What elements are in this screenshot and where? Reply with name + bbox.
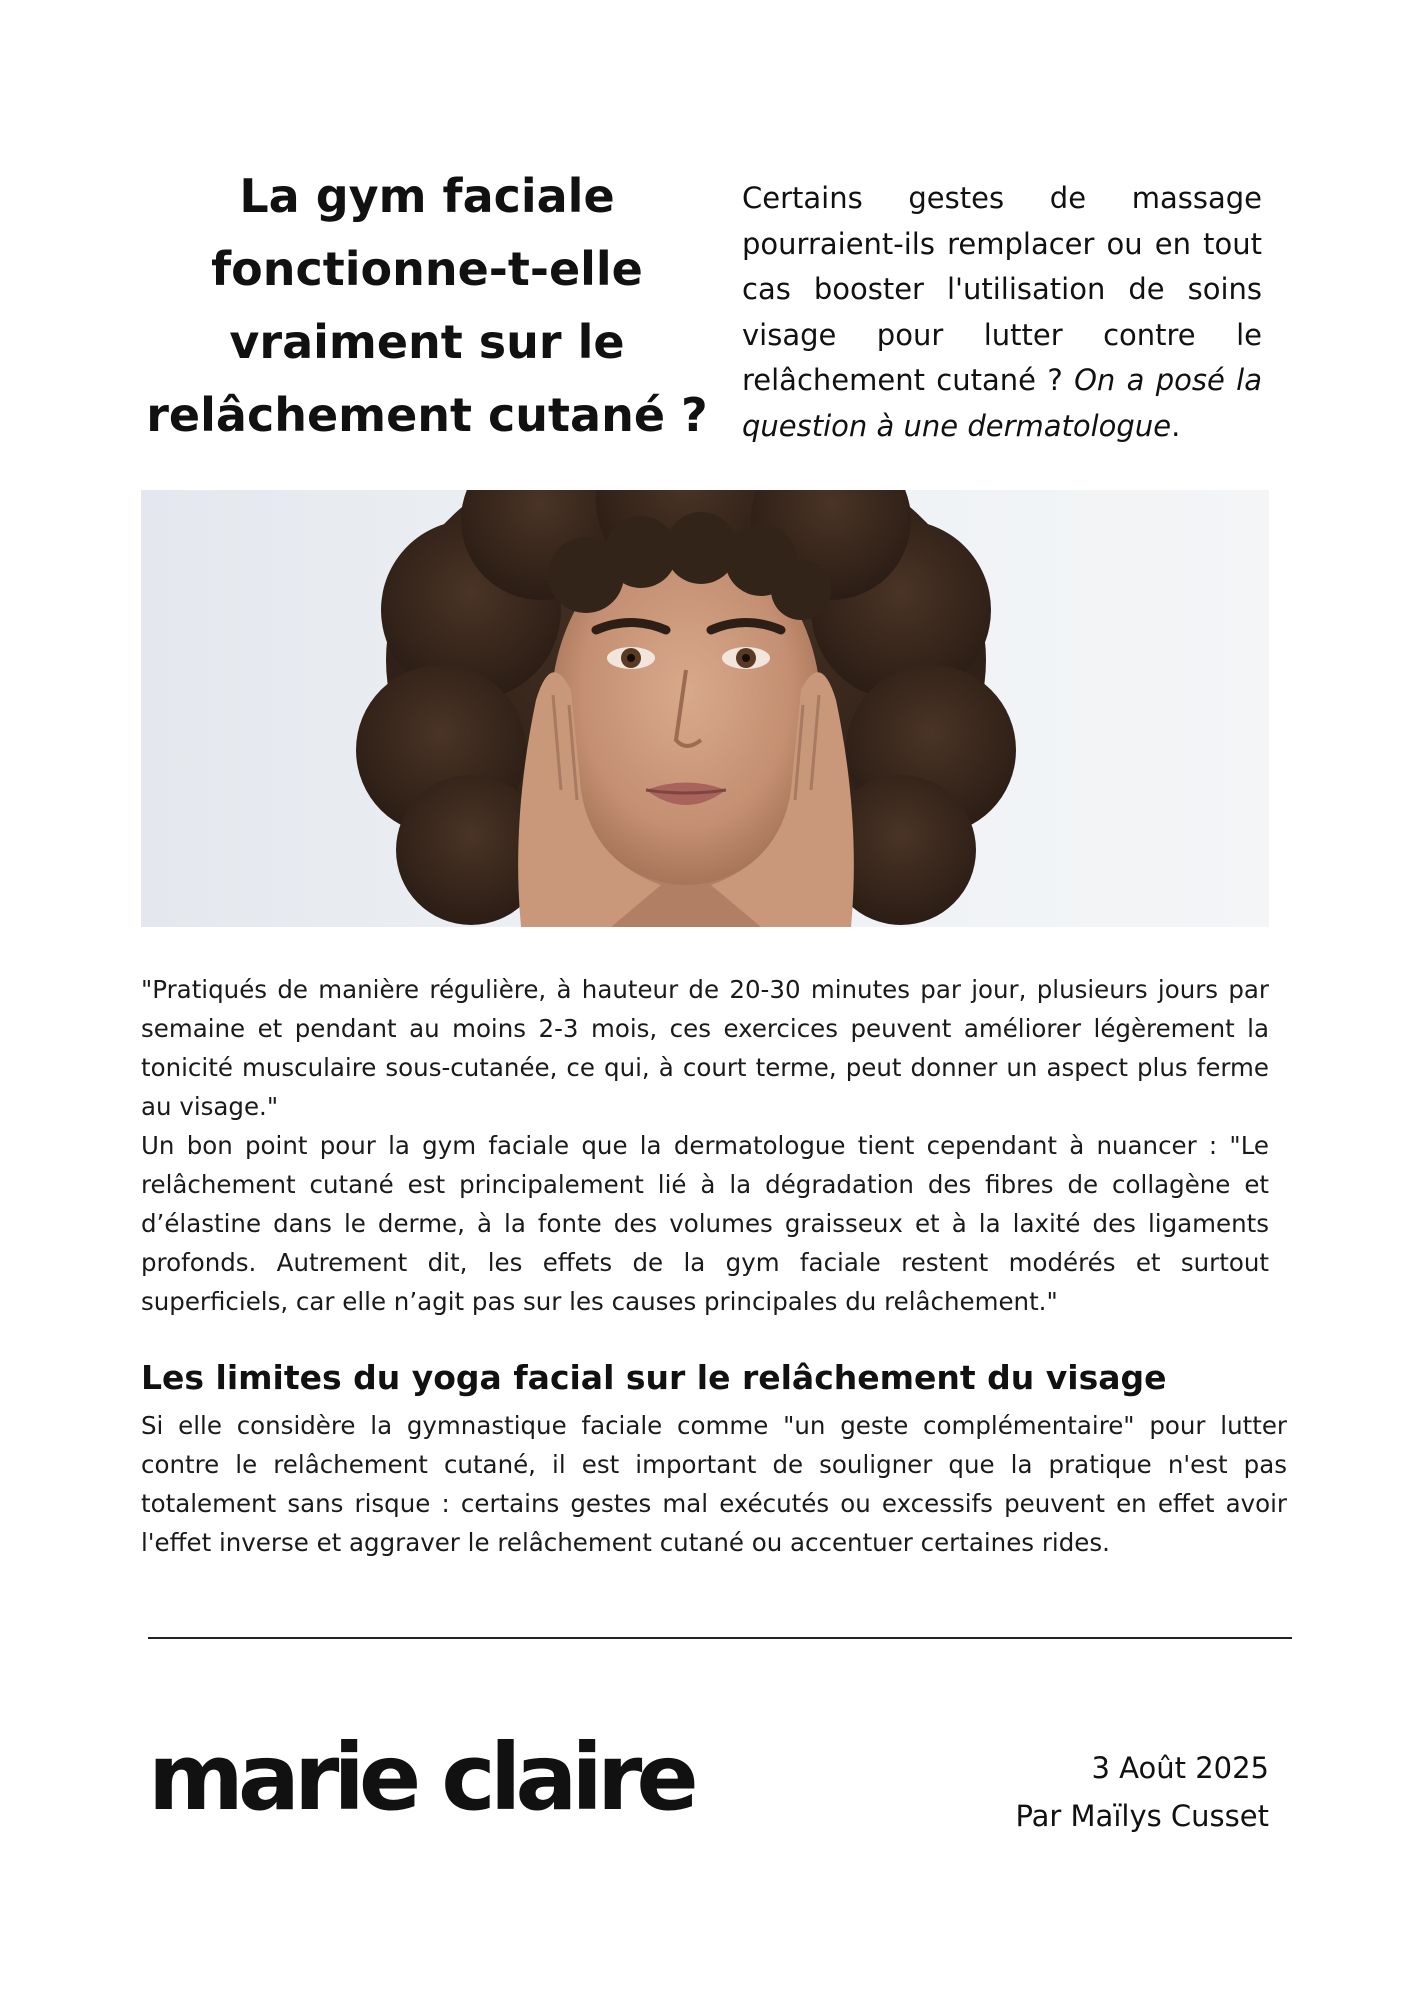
hero-portrait-image bbox=[141, 490, 1269, 927]
section-heading: Les limites du yoga facial sur le relâchement du visage bbox=[141, 1358, 1167, 1397]
intro-italic: On a posé la question à une dermatologue bbox=[742, 363, 1263, 443]
article-title: La gym faciale fonctionne-t-elle vraiment sur le relâchement cutané ? bbox=[146, 169, 708, 442]
body-paragraph-2: Un bon point pour la gym faciale que la dermatologue tient cependant à nuancer : "Le relâchement cutané est principalement lié à la dégradation des fibres de collagène et d’élastine dans le derme, à la fonte des volumes graisseux et à la laxité des ligaments profonds. Autrement dit, les effets de la gym faciale restent modérés et surtout superficiels, car elle n’agit pas sur les causes principales du relâchement." bbox=[141, 1131, 1269, 1316]
article-meta bbox=[1015, 1744, 1269, 1840]
section-paragraph: Si elle considère la gymnastique faciale comme "un geste complémentaire" pour lutter contre le relâchement cutané, il est important de souligner que la pratique n'est pas totalement sans risque : certains gestes mal exécutés ou excessifs peuvent en effet avoir l'effet inverse et aggraver le relâchement cutané ou accentuer certaines rides. bbox=[141, 1411, 1287, 1557]
article-body bbox=[141, 970, 1269, 1321]
article-intro bbox=[742, 176, 1262, 449]
marie-claire-logo: marie claire bbox=[148, 1724, 693, 1831]
article-date: 3 Août 2025 bbox=[1091, 1751, 1269, 1785]
footer-divider bbox=[148, 1637, 1292, 1639]
article-author: Par Maïlys Cusset bbox=[1015, 1799, 1269, 1833]
body-paragraph-1: "Pratiqués de manière régulière, à hauteur de 20-30 minutes par jour, plusieurs jours par semaine et pendant au moins 2-3 mois, ces exercices peuvent améliorer légèrement la tonicité musculaire sous-cutanée, ce qui, à court terme, peut donner un aspect plus ferme au visage." bbox=[141, 975, 1269, 1121]
intro-end: . bbox=[1171, 408, 1181, 443]
intro-text: Certains gestes de massage pourraient-ils remplacer ou en tout cas booster l'utilisation de soins visage pour lutter contre le relâchement cutané ? bbox=[742, 181, 1262, 397]
portrait-photo-icon bbox=[141, 490, 1269, 927]
